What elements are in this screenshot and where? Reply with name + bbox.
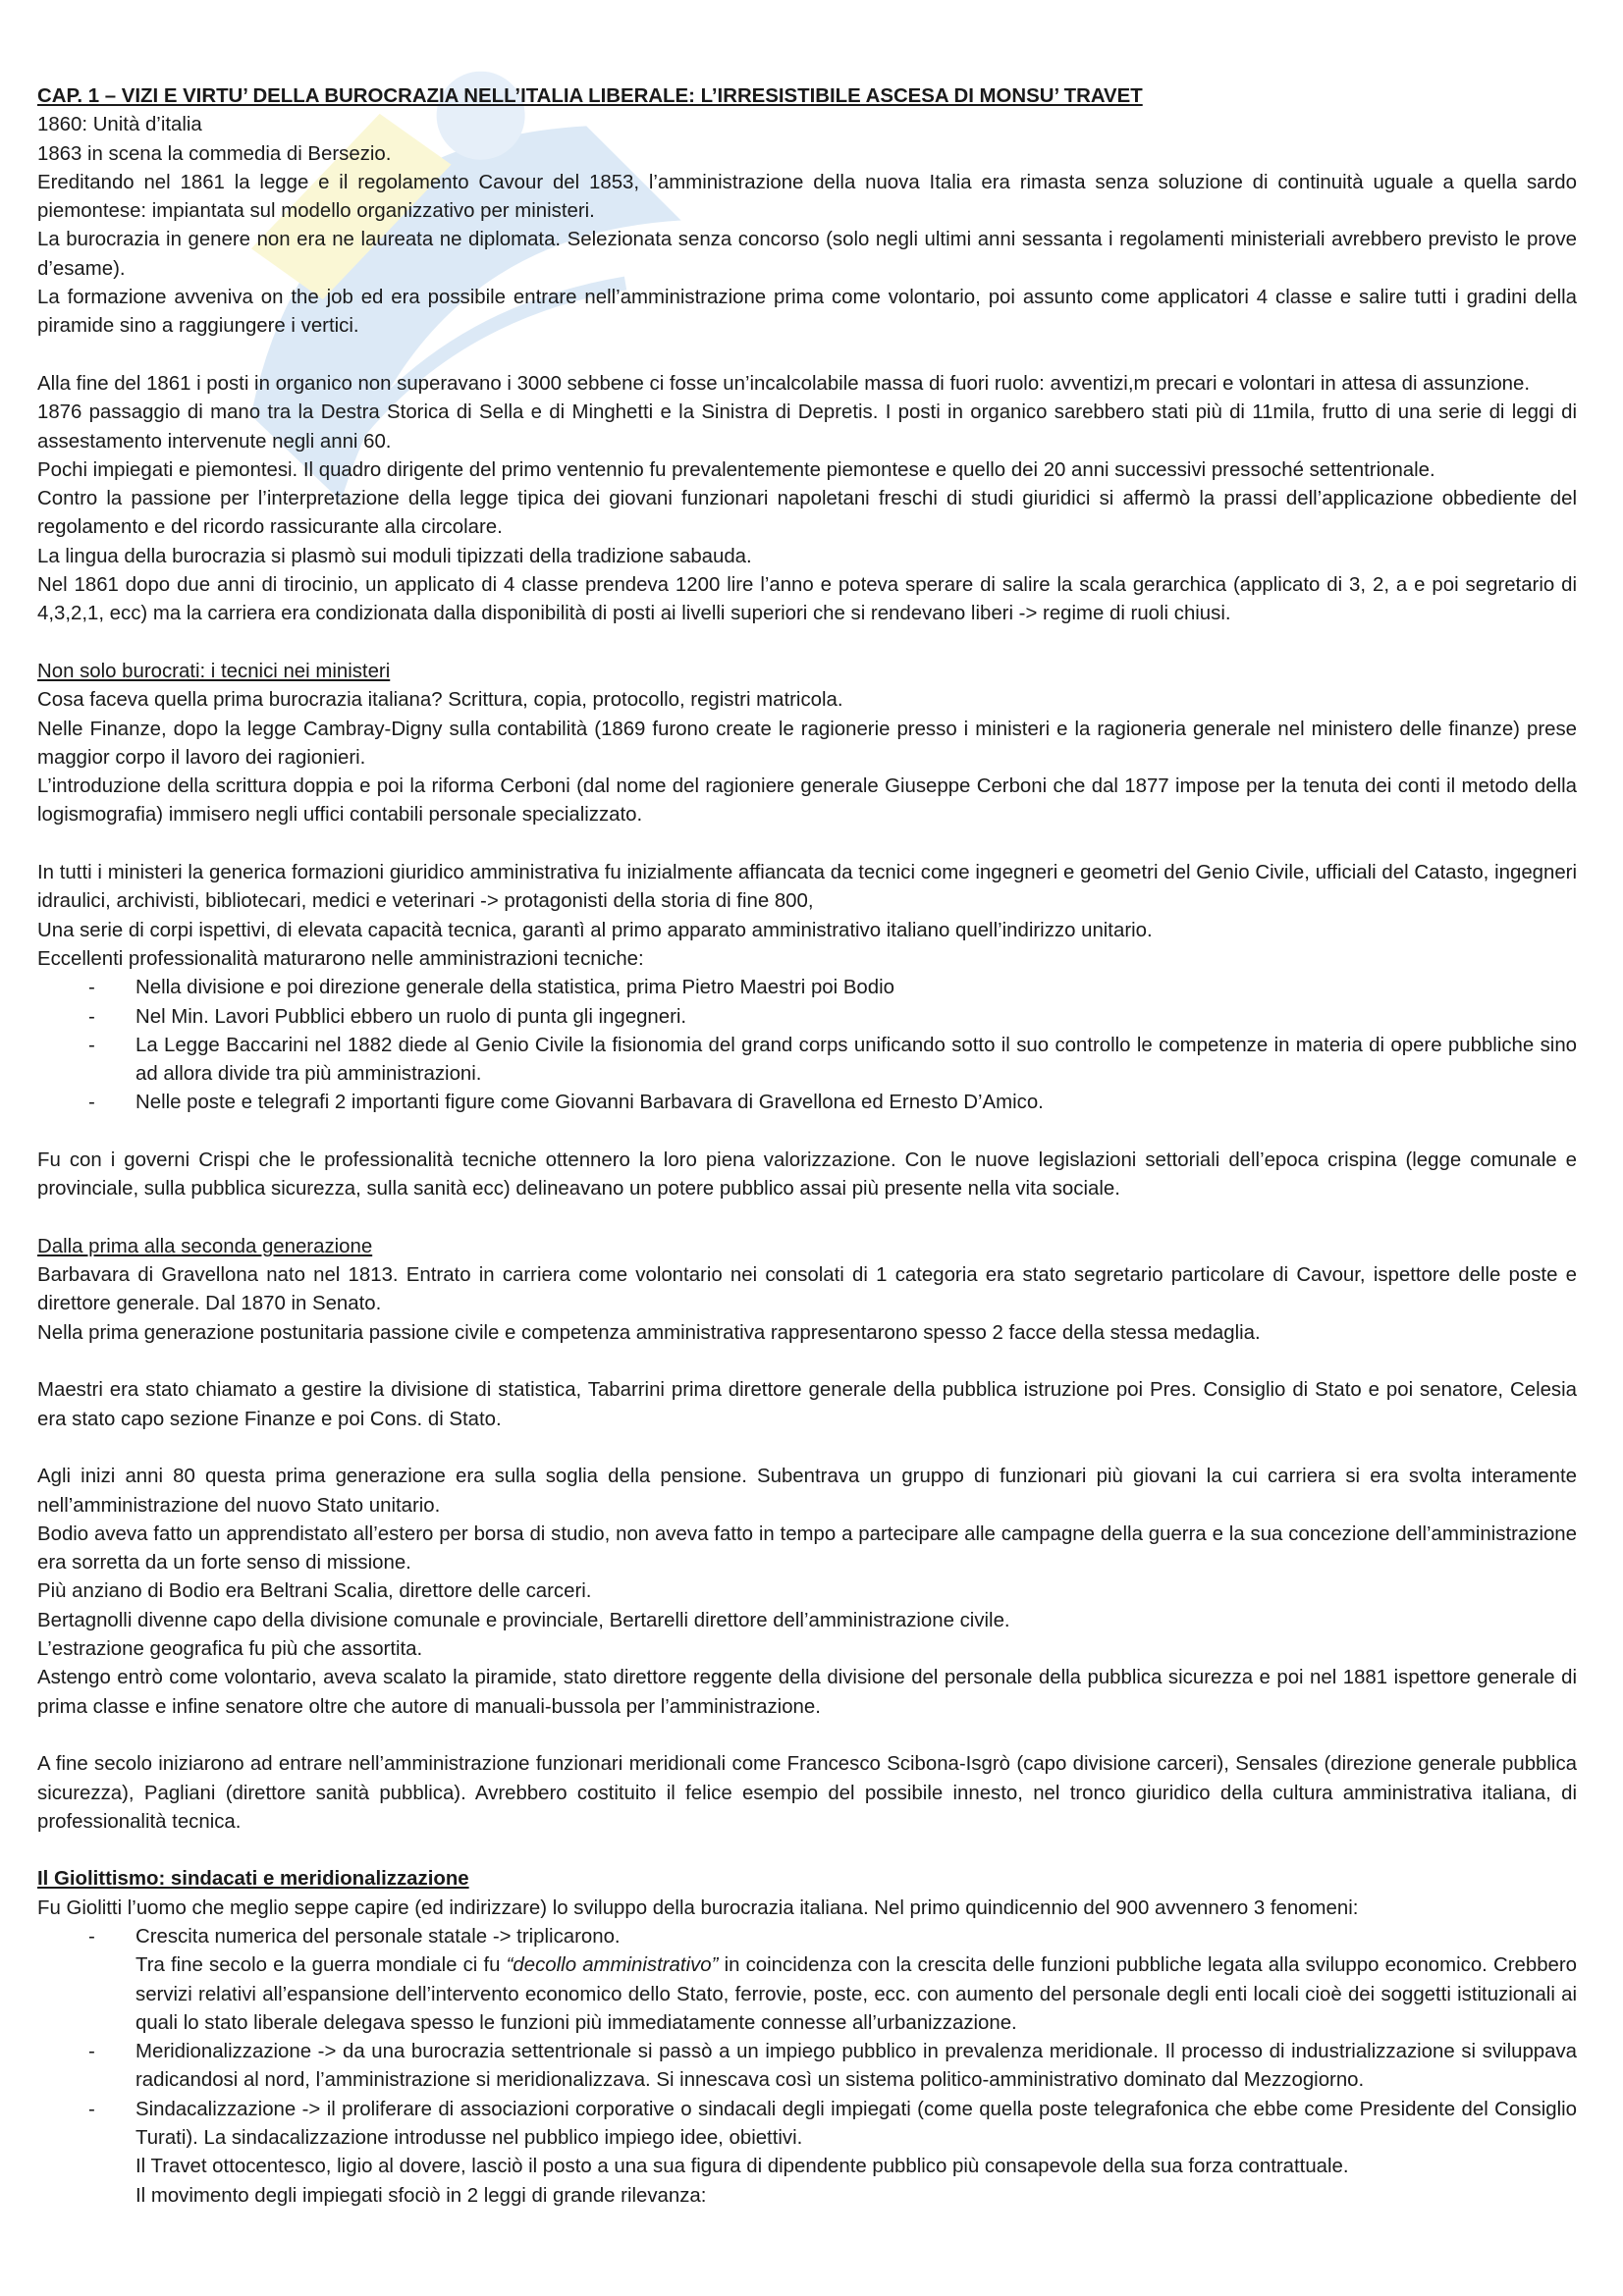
list-item-head: Crescita numerica del personale statale -> triplicarono. bbox=[135, 1926, 621, 1948]
list-item: - Meridionalizzazione -> da una burocrazia settentrionale si passò a un impiego pubblico in prevalenza meridionale. Il processo di industrializzazione si sviluppava radicandosi al nord, l’amministrazione si meridionalizzava. Si innescava così un sistema politico-amministrativo dominato dal Mezzogiorno. bbox=[37, 2038, 1577, 2096]
paragraph: L’introduzione della scrittura doppia e poi la riforma Cerboni (dal nome del ragioniere generale Giuseppe Cerboni che dal 1877 impose per la tenuta dei conti il metodo della logismografia) immisero negli uffici contabili personale specializzato. bbox=[37, 775, 1577, 827]
paragraph: Più anziano di Bodio era Beltrani Scalia, direttore delle carceri. bbox=[37, 1580, 592, 1603]
paragraph: 1860: Unità d’italia bbox=[37, 114, 202, 136]
paragraph: Bodio aveva fatto un apprendistato all’estero per borsa di studio, non aveva fatto in tempo a partecipare alle campagne della guerra e la sua concezione dell’amministrazione era sorretta da un forte senso di missione. bbox=[37, 1522, 1577, 1575]
document-page bbox=[37, 82, 1577, 2211]
section-heading: Non solo burocrati: i tecnici nei ministeri bbox=[37, 660, 391, 682]
chapter-title: CAP. 1 – VIZI E VIRTU’ DELLA BUROCRAZIA NELL’ITALIA LIBERALE: L’IRRESISTIBILE ASCESA DI MONSU’ TRAVET bbox=[37, 85, 1143, 107]
list-item-text: Il Travet ottocentesco, ligio al dovere, lasciò il posto a una sua figura di dipendente pubblico più consapevole della sua forza contrattuale. bbox=[135, 2156, 1349, 2178]
paragraph: 1863 in scena la commedia di Bersezio. bbox=[37, 142, 392, 165]
paragraph: Una serie di corpi ispettivi, di elevata capacità tecnica, garantì al primo apparato amministrativo italiano quell’indirizzo unitario. bbox=[37, 919, 1153, 941]
list-item-text: in coincidenza con la crescita delle funzioni pubbliche legata alla sviluppo economico. Crebbero servizi relativi all’espansione dell’intervento economico dello Stato, ferrovie, poste, ecc. con aumento del personale degli enti locali cioè dei soggetti istituzionali ai quali lo stato liberale delegava spesso le funzioni più immediatamente connesse all’urbanizzazione. bbox=[135, 1954, 1578, 2034]
list-item: - Nelle poste e telegrafi 2 importanti figure come Giovanni Barbavara di Gravellona ed Ernesto D’Amico. bbox=[37, 1089, 1577, 1117]
paragraph: A fine secolo iniziarono ad entrare nell’amministrazione funzionari meridionali come Francesco Scibona-Isgrò (capo divisione carceri), Sensales (direzione generale pubblica sicurezza), Pagliani (direttore sanità pubblica). Avrebbero costituito il felice esempio del possibile innesto, nel tronco giuridico della cultura amministrativa italiana, di professionalità tecnica. bbox=[37, 1753, 1577, 1833]
list-item-text: Tra fine secolo e la guerra mondiale ci fu bbox=[135, 1954, 507, 1977]
paragraph: Nella prima generazione postunitaria passione civile e competenza amministrativa rappresentarono spesso 2 facce della stessa medaglia. bbox=[37, 1321, 1261, 1344]
section-heading: Il Giolittismo: sindacati e meridionalizzazione bbox=[37, 1868, 469, 1891]
paragraph: Maestri era stato chiamato a gestire la divisione di statistica, Tabarrini prima direttore generale della pubblica istruzione poi Pres. Consiglio di Stato e poi senatore, Celesia era stato capo sezione Finanze e poi Cons. di Stato. bbox=[37, 1379, 1577, 1430]
bullet-list bbox=[37, 1923, 1577, 2211]
list-item-text: Sindacalizzazione -> il proliferare di associazioni corporative o sindacali degli impiegati (come quella poste telegrafonica che ebbe come Presidente del Consiglio Turati). La sindacalizzazione introdusse nel pubblico impiego idee, obiettivi. bbox=[135, 2098, 1577, 2150]
paragraph: Pochi impiegati e piemontesi. Il quadro dirigente del primo ventennio fu prevalentemente piemontese e quello dei 20 anni successivi pressoché settentrionale. bbox=[37, 458, 1435, 481]
paragraph: La burocrazia in genere non era ne laureata ne diplomata. Selezionata senza concorso (solo negli ultimi anni sessanta i regolamenti ministeriali avrebbero previsto le prove d’esame). bbox=[37, 229, 1577, 280]
section-heading: Dalla prima alla seconda generazione bbox=[37, 1235, 373, 1257]
paragraph: Eccellenti professionalità maturarono nelle amministrazioni tecniche: bbox=[37, 947, 644, 970]
paragraph: Astengo entrò come volontario, aveva scalato la piramide, stato direttore reggente della divisione del personale della pubblica sicurezza e poi nel 1881 ispettore generale di prima classe e infine senatore oltre che autore di manuali-bussola per l’amministrazione. bbox=[37, 1667, 1577, 1718]
bullet-list bbox=[37, 974, 1577, 1117]
list-item bbox=[37, 2096, 1577, 2211]
paragraph: Cosa faceva quella prima burocrazia italiana? Scrittura, copia, protocollo, registri matricola. bbox=[37, 689, 843, 712]
list-item: - Nel Min. Lavori Pubblici ebbero un ruolo di punta gli ingegneri. bbox=[37, 1003, 1577, 1032]
paragraph: L’estrazione geografica fu più che assortita. bbox=[37, 1638, 423, 1661]
paragraph: Agli inizi anni 80 questa prima generazione era sulla soglia della pensione. Subentrava un gruppo di funzionari più giovani la cui carriera si era svolta interamente nell’amministrazione del nuovo Stato unitario. bbox=[37, 1466, 1577, 1517]
paragraph: 1876 passaggio di mano tra la Destra Storica di Sella e di Minghetti e la Sinistra di Depretis. I posti in organico sarebbero stati più di 11mila, frutto di una serie di leggi di assestamento intervenute negli anni 60. bbox=[37, 401, 1577, 453]
paragraph: Barbavara di Gravellona nato nel 1813. Entrato in carriera come volontario nei consolati di 1 categoria era stato segretario particolare di Cavour, ispettore delle poste e direttore generale. Dal 1870 in Senato. bbox=[37, 1264, 1577, 1315]
paragraph: Alla fine del 1861 i posti in organico non superavano i 3000 sebbene ci fosse un’incalcolabile massa di fuori ruolo: avventizi,m precari e volontari in attesa di assunzione. bbox=[37, 372, 1530, 395]
paragraph: La lingua della burocrazia si plasmò sui moduli tipizzati della tradizione sabauda. bbox=[37, 545, 752, 567]
list-item: - La Legge Baccarini nel 1882 diede al Genio Civile la fisionomia del grand corps unificando sotto il suo controllo le competenze in materia di opere pubbliche sino ad allora divide tra più amministrazioni. bbox=[37, 1032, 1577, 1090]
emphasis-text: “decollo amministrativo” bbox=[506, 1954, 719, 1977]
paragraph: Bertagnolli divenne capo della divisione comunale e provinciale, Bertarelli direttore dell’amministrazione civile. bbox=[37, 1609, 1010, 1631]
list-item bbox=[37, 1923, 1577, 2038]
paragraph: Contro la passione per l’interpretazione della legge tipica dei giovani funzionari napoletani freschi di studi giuridici si affermò la prassi dell’applicazione obbediente del regolamento e del ricordo rassicurante alla circolare. bbox=[37, 488, 1577, 539]
list-item-text: Il movimento degli impiegati sfociò in 2 leggi di grande rilevanza: bbox=[135, 2184, 707, 2207]
paragraph: Nelle Finanze, dopo la legge Cambray-Digny sulla contabilità (1869 furono create le ragionerie presso i ministeri e la ragioneria generale nel ministero delle finanze) prese maggior corpo il lavoro dei ragionieri. bbox=[37, 718, 1577, 769]
paragraph: Nel 1861 dopo due anni di tirocinio, un applicato di 4 classe prendeva 1200 lire l’anno e poteva sperare di salire la scala gerarchica (applicato di 3, 2, a e poi segretario di 4,3,2,1, ecc) ma la carriera era condizionata dalla disponibilità di posti ai livelli superiori che si rendevano liberi -> regime di ruoli chiusi. bbox=[37, 574, 1577, 625]
paragraph: Ereditando nel 1861 la legge e il regolamento Cavour del 1853, l’amministrazione della nuova Italia era rimasta senza soluzione di continuità uguale a quella sardo piemontese: impiantata sul modello organizzativo per ministeri. bbox=[37, 171, 1577, 223]
paragraph: Fu Giolitti l’uomo che meglio seppe capire (ed indirizzare) lo sviluppo della burocrazia italiana. Nel primo quindicennio del 900 avvennero 3 fenomeni: bbox=[37, 1896, 1359, 1919]
paragraph: Fu con i governi Crispi che le professionalità tecniche ottennero la loro piena valorizzazione. Con le nuove legislazioni settoriali dell’epoca crispina (legge comunale e provinciale, sulla pubblica sicurezza, sulla sanità ecc) delineavano un potere pubblico assai più presente nella vita sociale. bbox=[37, 1148, 1577, 1201]
paragraph: In tutti i ministeri la generica formazioni giuridico amministrativa fu inizialmente affiancata da tecnici come ingegneri e geometri del Genio Civile, ufficiali del Catasto, ingegneri idraulici, archivisti, bibliotecari, medici e veterinari -> protagonisti della storia di fine 800, bbox=[37, 862, 1577, 913]
paragraph: La formazione avveniva on the job ed era possibile entrare nell’amministrazione prima come volontario, poi assunto come applicatori 4 classe e salire tutti i gradini della piramide sino a raggiungere i vertici. bbox=[37, 287, 1577, 338]
list-item: - Nella divisione e poi direzione generale della statistica, prima Pietro Maestri poi Bodio bbox=[37, 974, 1577, 1002]
